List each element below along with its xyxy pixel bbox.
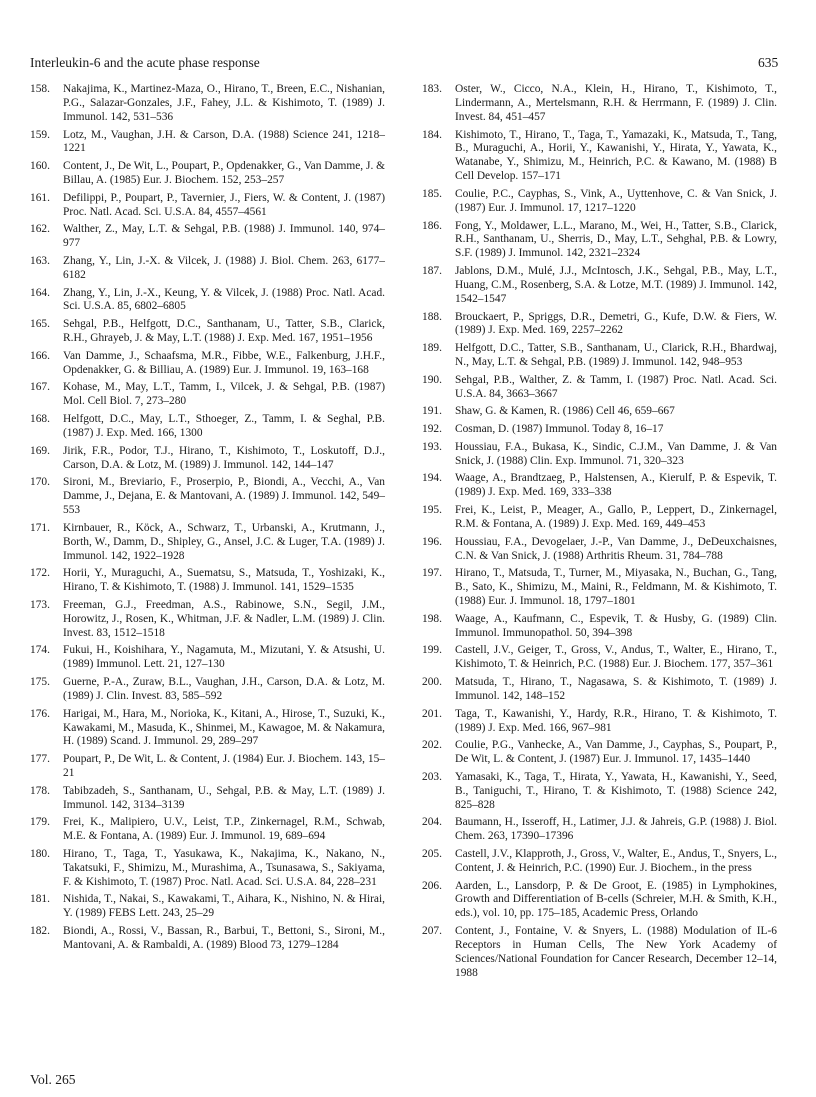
reference-item bbox=[30, 413, 385, 441]
reference-number: 163. bbox=[30, 254, 50, 267]
reference-item bbox=[422, 708, 777, 736]
reference-number: 197. bbox=[422, 567, 442, 580]
reference-item bbox=[422, 613, 777, 641]
reference-text: Van Damme, J., Schaafsma, M.R., Fibbe, W.E., Falkenburg, J.H.F., Opdenakker, G. & Billiau, A. (1989) Eur. J. Immunol. 19, 163–168 bbox=[63, 349, 385, 376]
reference-text: Guerne, P.-A., Zuraw, B.L., Vaughan, J.H., Carson, D.A. & Lotz, M. (1989) J. Clin. Invest. 83, 585–592 bbox=[63, 675, 385, 702]
reference-text: Waage, A., Kaufmann, C., Espevik, T. & Husby, G. (1989) Clin. Immunol. Immunopathol. 50, 394–398 bbox=[455, 612, 777, 639]
reference-item bbox=[422, 676, 777, 704]
reference-number: 176. bbox=[30, 707, 50, 720]
reference-item bbox=[30, 381, 385, 409]
reference-number: 186. bbox=[422, 219, 442, 232]
reference-text: Houssiau, F.A., Devogelaer, J.-P., Van Damme, J., DeDeuxchaisnes, C.N. & Van Snick, J. (1988) Arthritis Rheum. 31, 784–788 bbox=[455, 535, 777, 562]
reference-item bbox=[422, 83, 777, 125]
reference-number: 181. bbox=[30, 893, 50, 906]
reference-item bbox=[30, 599, 385, 641]
reference-number: 178. bbox=[30, 784, 50, 797]
reference-number: 199. bbox=[422, 644, 442, 657]
reference-number: 160. bbox=[30, 160, 50, 173]
reference-item bbox=[422, 567, 777, 609]
reference-item bbox=[422, 129, 777, 185]
reference-number: 183. bbox=[422, 83, 442, 95]
reference-item bbox=[30, 816, 385, 844]
reference-item bbox=[30, 644, 385, 672]
reference-text: Yamasaki, K., Taga, T., Hirata, Y., Yawata, H., Kawanishi, Y., Seed, B., Taniguchi, T., Hirano, T. & Kishimoto, T. (1988) Science 242, 825–828 bbox=[455, 770, 777, 811]
reference-item bbox=[30, 83, 385, 125]
reference-number: 170. bbox=[30, 476, 50, 489]
reference-item bbox=[422, 816, 777, 844]
reference-number: 203. bbox=[422, 770, 442, 783]
reference-item bbox=[422, 848, 777, 876]
reference-number: 168. bbox=[30, 413, 50, 425]
reference-text: Frei, K., Leist, P., Meager, A., Gallo, P., Leppert, D., Zinkernagel, R.M. & Fontana, A. (1989) J. Exp. Med. 169, 449–453 bbox=[455, 504, 777, 530]
reference-text: Content, J., Fontaine, V. & Snyers, L. (1988) Modulation of IL-6 Receptors in Human Cells, The New York Academy of Sciences/National Foundation for Cancer Research, December 12–14, 1988 bbox=[455, 925, 777, 979]
reference-text: Zhang, Y., Lin, J.-X. & Vilcek, J. (1988) J. Biol. Chem. 263, 6177–6182 bbox=[63, 254, 385, 281]
reference-text: Taga, T., Kawanishi, Y., Hardy, R.R., Hirano, T. & Kishimoto, T. (1989) J. Exp. Med. 166, 967–981 bbox=[455, 707, 777, 734]
reference-number: 202. bbox=[422, 739, 442, 752]
reference-item bbox=[30, 223, 385, 251]
reference-number: 161. bbox=[30, 191, 50, 204]
reference-text: Baumann, H., Isseroff, H., Latimer, J.J. & Jahreis, G.P. (1988) J. Biol. Chem. 263, 17390–17396 bbox=[455, 816, 777, 843]
reference-list-right bbox=[422, 83, 777, 984]
reference-number: 195. bbox=[422, 504, 442, 517]
reference-item bbox=[422, 405, 777, 419]
reference-number: 165. bbox=[30, 318, 50, 331]
reference-text: Kohase, M., May, L.T., Tamm, I., Vilcek, J. & Sehgal, P.B. (1987) Mol. Cell Biol. 7, 273–280 bbox=[63, 381, 385, 408]
reference-item bbox=[30, 893, 385, 921]
reference-number: 194. bbox=[422, 472, 442, 485]
reference-number: 196. bbox=[422, 535, 442, 548]
reference-item bbox=[422, 739, 777, 767]
reference-text: Nakajima, K., Martinez-Maza, O., Hirano, T., Breen, E.C., Nishanian, P.G., Salazar-Gonzales, J.F., Fahey, J.L. & Kishimoto, T. (1989) J. Immunol. 142, 531–536 bbox=[63, 83, 385, 123]
reference-number: 184. bbox=[422, 128, 442, 141]
reference-number: 174. bbox=[30, 644, 50, 657]
reference-text: Coulie, P.C., Cayphas, S., Vink, A., Uyttenhove, C. & Van Snick, J. (1987) Eur. J. Immunol. 17, 1217–1220 bbox=[455, 187, 777, 214]
reference-number: 171. bbox=[30, 521, 50, 534]
reference-text: Freeman, G.J., Freedman, A.S., Rabinowe, S.N., Segil, J.M., Horowitz, J., Rosen, K., Whitman, J.F. & Nadler, L.M. (1989) J. Clin. Invest. 83, 1512–1518 bbox=[63, 598, 385, 639]
reference-text: Kirnbauer, R., Köck, A., Schwarz, T., Urbanski, A., Krutmann, J., Borth, W., Damm, D., Shipley, G., Ansel, J.C. & Luger, T.A. (1989) J. Immunol. 142, 1922–1928 bbox=[63, 521, 385, 562]
reference-number: 187. bbox=[422, 265, 442, 278]
reference-item bbox=[422, 925, 777, 981]
reference-text: Nishida, T., Nakai, S., Kawakami, T., Aihara, K., Nishino, N. & Hirai, Y. (1989) FEBS Lett. 243, 25–29 bbox=[63, 893, 385, 920]
reference-text: Poupart, P., De Wit, L. & Content, J. (1984) Eur. J. Biochem. 143, 15–21 bbox=[63, 753, 385, 780]
reference-text: Biondi, A., Rossi, V., Bassan, R., Barbui, T., Bettoni, S., Sironi, M., Mantovani, A. & Rambaldi, A. (1989) Blood 73, 1279–1284 bbox=[63, 925, 385, 951]
reference-text: Sehgal, P.B., Helfgott, D.C., Santhanam, U., Tatter, S.B., Clarick, R.H., Ghrayeb, J. & May, L.T. (1988) J. Exp. Med. 167, 1951–1956 bbox=[63, 318, 385, 345]
reference-item bbox=[30, 445, 385, 473]
reference-text: Castell, J.V., Geiger, T., Gross, V., Andus, T., Walter, E., Hirano, T., Kishimoto, T. & Heinrich, P.C. (1988) Eur. J. Biochem. 177, 357–361 bbox=[455, 644, 777, 671]
reference-text: Helfgott, D.C., May, L.T., Sthoeger, Z., Tamm, I. & Seghal, P.B. (1987) J. Exp. Med. 166, 1300 bbox=[63, 413, 385, 439]
reference-text: Sironi, M., Breviario, F., Proserpio, P., Biondi, A., Vecchi, A., Van Damme, J., Dejana, E. & Mantovani, A. (1989) J. Immunol. 142, 549–553 bbox=[63, 476, 385, 517]
reference-item bbox=[422, 342, 777, 370]
reference-number: 204. bbox=[422, 816, 442, 829]
reference-text: Waage, A., Brandtzaeg, P., Halstensen, A., Kierulf, P. & Espevik, T. (1989) J. Exp. Med. 169, 333–338 bbox=[455, 472, 777, 499]
reference-number: 190. bbox=[422, 373, 442, 386]
reference-item bbox=[422, 188, 777, 216]
reference-text: Defilippi, P., Poupart, P., Tavernier, J., Fiers, W. & Content, J. (1987) Proc. Natl. Acad. Sci. U.S.A. 84, 4557–4561 bbox=[63, 191, 385, 218]
reference-item bbox=[30, 350, 385, 378]
reference-number: 189. bbox=[422, 342, 442, 355]
reference-text: Aarden, L., Lansdorp, P. & De Groot, E. (1985) in Lymphokines, Growth and Differentiation of B-cells (Schreier, M.H. & Smith, K.H., eds.), vol. 10, pp. 175–185, Academic Press, Orlando bbox=[455, 879, 777, 920]
reference-text: Matsuda, T., Hirano, T., Nagasawa, S. & Kishimoto, T. (1989) J. Immunol. 142, 148–152 bbox=[455, 675, 777, 702]
reference-item bbox=[422, 265, 777, 307]
reference-text: Hirano, T., Matsuda, T., Turner, M., Miyasaka, N., Buchan, G., Tang, B., Sato, K., Shimizu, M., Maini, R., Feldmann, M. & Kishimoto, T. (1988) Eur. J. Immunol. 18, 1797–1801 bbox=[455, 567, 777, 608]
reference-text: Jablons, D.M., Mulé, J.J., McIntosch, J.K., Sehgal, P.B., May, L.T., Huang, C.M., Rosenberg, S.A. & Lotze, M.T. (1989) J. Immunol. 142, 1542–1547 bbox=[455, 265, 777, 305]
reference-item bbox=[30, 785, 385, 813]
reference-item bbox=[422, 220, 777, 262]
reference-text: Coulie, P.G., Vanhecke, A., Van Damme, J., Cayphas, S., Poupart, P., De Wit, L. & Content, J. (1987) Eur. J. Immunol. 17, 1435–1440 bbox=[455, 739, 777, 766]
reference-text: Horii, Y., Muraguchi, A., Suematsu, S., Matsuda, T., Yoshizaki, K., Hirano, T. & Kishimoto, T. (1988) J. Immunol. 141, 1529–1535 bbox=[63, 567, 385, 594]
reference-item bbox=[30, 848, 385, 890]
reference-number: 185. bbox=[422, 187, 442, 200]
reference-number: 159. bbox=[30, 128, 50, 141]
reference-number: 175. bbox=[30, 675, 50, 688]
reference-text: Cosman, D. (1987) Immunol. Today 8, 16–17 bbox=[455, 423, 664, 436]
page-number: 635 bbox=[758, 55, 779, 70]
reference-number: 158. bbox=[30, 83, 50, 95]
reference-number: 188. bbox=[422, 310, 442, 323]
reference-item bbox=[30, 676, 385, 704]
reference-item bbox=[30, 318, 385, 346]
running-title: Interleukin-6 and the acute phase response bbox=[30, 55, 260, 70]
reference-text: Tabibzadeh, S., Santhanam, U., Sehgal, P.B. & May, L.T. (1989) J. Immunol. 142, 3134–3139 bbox=[63, 784, 385, 811]
reference-item bbox=[30, 567, 385, 595]
reference-text: Content, J., De Wit, L., Poupart, P., Opdenakker, G., Van Damme, J. & Billau, A. (1985) Eur. J. Biochem. 152, 253–257 bbox=[63, 160, 385, 187]
reference-number: 191. bbox=[422, 405, 442, 418]
reference-text: Oster, W., Cicco, N.A., Klein, H., Hirano, T., Kishimoto, T., Lindermann, A., Mertelsmann, R.H. & Herrmann, F. (1989) J. Clin. Invest. 84, 451–457 bbox=[455, 83, 777, 123]
reference-item bbox=[30, 192, 385, 220]
reference-number: 207. bbox=[422, 925, 442, 938]
reference-text: Sehgal, P.B., Walther, Z. & Tamm, I. (1987) Proc. Natl. Acad. Sci. U.S.A. 84, 3663–3667 bbox=[455, 373, 777, 400]
reference-number: 172. bbox=[30, 567, 50, 580]
reference-number: 198. bbox=[422, 612, 442, 625]
reference-text: Walther, Z., May, L.T. & Sehgal, P.B. (1988) J. Immunol. 140, 974–977 bbox=[63, 223, 385, 250]
reference-number: 180. bbox=[30, 847, 50, 860]
reference-text: Helfgott, D.C., Tatter, S.B., Santhanam, U., Clarick, R.H., Bhardwaj, N., May, L.T. & Sehgal, P.B. (1989) J. Immunol. 142, 948–953 bbox=[455, 342, 777, 369]
reference-text: Brouckaert, P., Spriggs, D.R., Demetri, G., Kufe, D.W. & Fiers, W. (1989) J. Exp. Med. 169, 2257–2262 bbox=[455, 310, 777, 337]
reference-item bbox=[30, 708, 385, 750]
reference-item bbox=[30, 753, 385, 781]
reference-number: 182. bbox=[30, 925, 50, 938]
reference-text: Zhang, Y., Lin, J.-X., Keung, Y. & Vilcek, J. (1988) Proc. Natl. Acad. Sci. U.S.A. 85, 6802–6805 bbox=[63, 286, 385, 313]
reference-text: Frei, K., Malipiero, U.V., Leist, T.P., Zinkernagel, R.M., Schwab, M.E. & Fontana, A. (1989) Eur. J. Immunol. 19, 689–694 bbox=[63, 816, 385, 843]
reference-text: Hirano, T., Taga, T., Yasukawa, K., Nakajima, K., Nakano, N., Takatsuki, F., Shimizu, M., Murashima, A., Tsunasawa, S., Sakiyama, F. & Kishimoto, T. (1987) Proc. Natl. Acad. Sci. U.S.A. 84, 228–231 bbox=[63, 847, 385, 888]
reference-item bbox=[30, 925, 385, 953]
reference-item bbox=[422, 504, 777, 532]
volume-footer: Vol. 265 bbox=[30, 1072, 76, 1087]
reference-item bbox=[422, 644, 777, 672]
reference-item bbox=[422, 472, 777, 500]
reference-number: 193. bbox=[422, 440, 442, 453]
reference-number: 192. bbox=[422, 423, 442, 436]
reference-text: Fong, Y., Moldawer, L.L., Marano, M., Wei, H., Tatter, S.B., Clarick, R.H., Santhanam, U., Sherris, D., May, L.T., Sehghal, P.B. & Lowry, S.F. (1989) J. Immunol. 142, 2321–2324 bbox=[455, 219, 777, 260]
reference-text: Fukui, H., Koishihara, Y., Nagamuta, M., Mizutani, Y. & Atsushi, U. (1989) Immunol. Lett. 21, 127–130 bbox=[63, 644, 385, 671]
reference-item bbox=[30, 160, 385, 188]
reference-item bbox=[30, 476, 385, 518]
reference-item bbox=[422, 771, 777, 813]
reference-text: Castell, J.V., Klapproth, J., Gross, V., Walter, E., Andus, T., Snyers, L., Content, J. & Heinrich, P.C. (1990) Eur. J. Biochem., in the press bbox=[455, 847, 777, 874]
reference-number: 169. bbox=[30, 444, 50, 457]
reference-text: Jirik, F.R., Podor, T.J., Hirano, T., Kishimoto, T., Loskutoff, D.J., Carson, D.A. & Lotz, M. (1989) J. Immunol. 142, 144–147 bbox=[63, 444, 385, 471]
reference-item bbox=[30, 522, 385, 564]
reference-text: Harigai, M., Hara, M., Norioka, K., Kitani, A., Hirose, T., Suzuki, K., Kawakami, M., Masuda, K., Shinmei, M., Kawagoe, M. & Nakamura, H. (1989) Scand. J. Immunol. 29, 289–297 bbox=[63, 707, 385, 748]
reference-item bbox=[422, 880, 777, 922]
reference-text: Lotz, M., Vaughan, J.H. & Carson, D.A. (1988) Science 241, 1218–1221 bbox=[63, 128, 385, 155]
reference-number: 173. bbox=[30, 598, 50, 611]
reference-number: 167. bbox=[30, 381, 50, 394]
reference-number: 177. bbox=[30, 753, 50, 766]
reference-number: 166. bbox=[30, 349, 50, 362]
reference-number: 201. bbox=[422, 707, 442, 720]
reference-number: 162. bbox=[30, 223, 50, 236]
reference-item bbox=[422, 374, 777, 402]
reference-number: 206. bbox=[422, 879, 442, 892]
reference-item bbox=[30, 129, 385, 157]
reference-list-left bbox=[30, 83, 385, 957]
reference-number: 205. bbox=[422, 847, 442, 860]
reference-item bbox=[30, 287, 385, 315]
reference-number: 200. bbox=[422, 675, 442, 688]
reference-text: Houssiau, F.A., Bukasa, K., Sindic, C.J.M., Van Damme, J. & Van Snick, J. (1988) Clin. Exp. Immunol. 71, 320–323 bbox=[455, 440, 777, 467]
reference-item bbox=[422, 536, 777, 564]
reference-text: Kishimoto, T., Hirano, T., Taga, T., Yamazaki, K., Matsuda, T., Tang, B., Muraguchi, A., Horii, Y., Kawanishi, Y., Hirata, Y., Yawata, K., Watanabe, Y., Shimizu, M., Heinrich, P.C. & Kawano, M. (1988) B Cell Develop. 157–171 bbox=[455, 128, 777, 183]
reference-number: 164. bbox=[30, 286, 50, 299]
reference-number: 179. bbox=[30, 816, 50, 829]
reference-text: Shaw, G. & Kamen, R. (1986) Cell 46, 659–667 bbox=[455, 405, 675, 418]
reference-item bbox=[30, 255, 385, 283]
reference-item bbox=[422, 423, 777, 437]
reference-item bbox=[422, 441, 777, 469]
reference-item bbox=[422, 311, 777, 339]
